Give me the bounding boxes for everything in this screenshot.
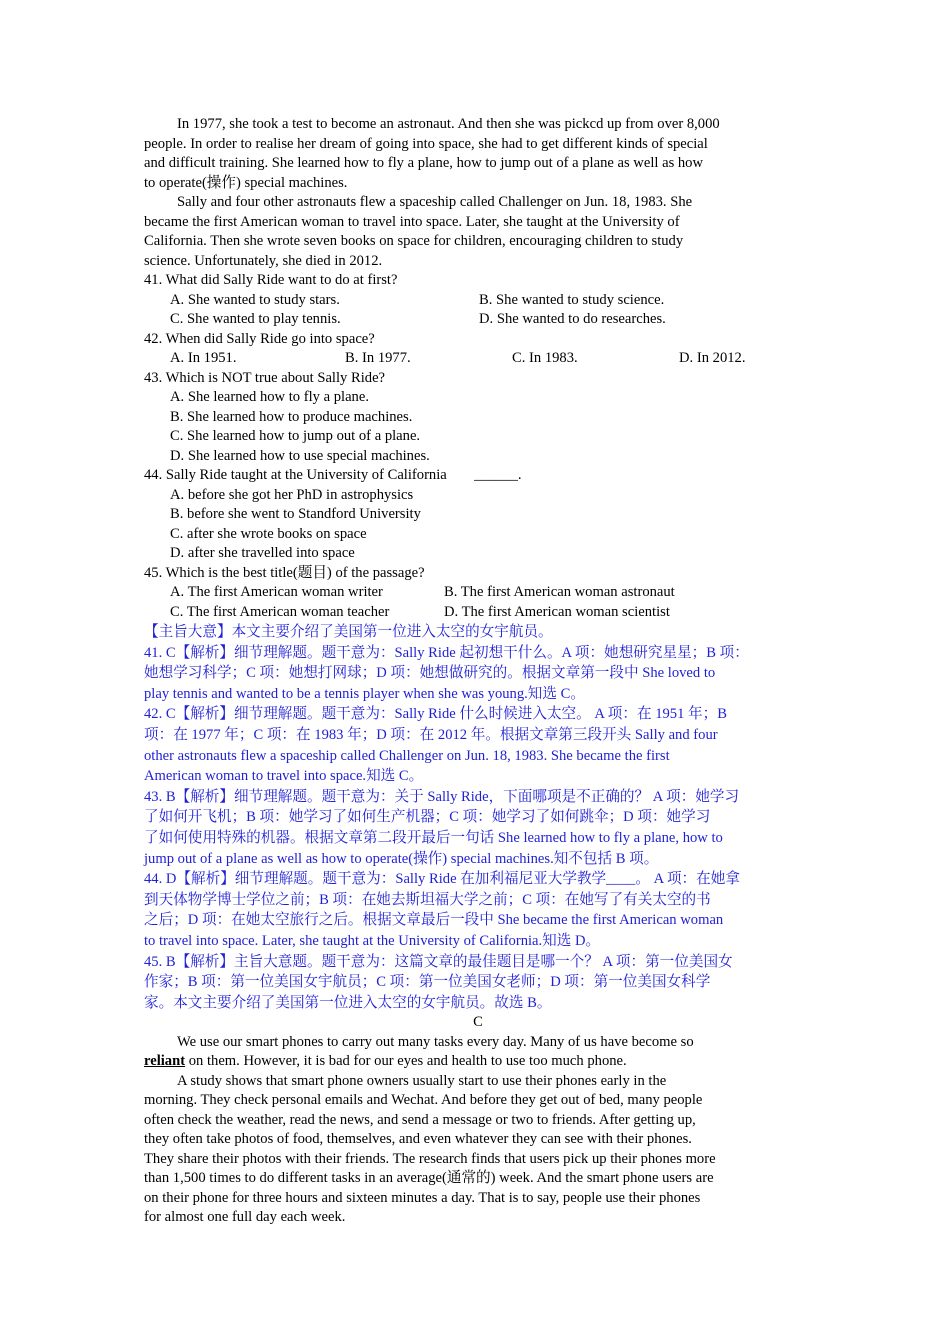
question-43-option-c: C. She learned how to jump out of a plane. bbox=[170, 428, 421, 444]
section-c-heading: C bbox=[473, 1014, 483, 1031]
question-45-option-a: A. The first American woman writer bbox=[170, 584, 383, 600]
analysis-line: 项：在 1977 年；C 项：在 1983 年；D 项：在 2012 年。根据文章第三段开头 Sally and four bbox=[144, 726, 718, 743]
passage-b-p1-line-3: and difficult training. She learned how to fly a plane, how to jump out of a plane as well as how bbox=[144, 155, 704, 171]
analysis-line: 了如何开飞机；B 项：她学习了如何生产机器；C 项：她学习了如何跳伞；D 项：她学习 bbox=[144, 809, 711, 826]
analysis-main-idea: 【主旨大意】本文主要介绍了美国第一位进入太空的女宇航员。 bbox=[144, 624, 553, 640]
question-44-stem: 44. Sally Ride taught at the University of California bbox=[144, 467, 447, 483]
analysis-line: 42. C【解析】细节理解题。题干意为：Sally Ride 什么时候进入太空。 A 项：在 1951 年；B bbox=[144, 706, 727, 723]
question-44-blank: ______. bbox=[474, 467, 522, 483]
passage-b-p1-line-4: to operate(操作) special machines. bbox=[144, 174, 348, 191]
analysis-line: play tennis and wanted to be a tennis player when she was young.知选 C。 bbox=[144, 685, 585, 702]
document-page bbox=[144, 115, 812, 1228]
question-45-options-row-1 bbox=[144, 583, 812, 603]
question-42-options-row bbox=[144, 349, 812, 369]
analysis-line: 作家；B 项：第一位美国女宇航员；C 项：第一位美国女老师；D 项：第一位美国女科学 bbox=[144, 974, 711, 991]
analysis-line: other astronauts flew a spaceship called Challenger on Jun. 18, 1983. She became the first bbox=[144, 747, 670, 764]
section-c-p2-line: on their phone for three hours and sixteen minutes a day. That is to say, people use their phones bbox=[144, 1189, 701, 1206]
question-41-option-a: A. She wanted to study stars. bbox=[170, 291, 340, 308]
analysis-line: 她想学习科学；C 项：她想打网球；D 项：她想做研究的。根据文章第一段中 She loved to bbox=[144, 665, 716, 682]
question-43-option-b: B. She learned how to produce machines. bbox=[170, 408, 413, 425]
section-c-p2-line: morning. They check personal emails and Wechat. And before they get out of bed, many people bbox=[144, 1092, 703, 1109]
section-c-p1-line-1: We use our smart phones to carry out many tasks every day. Many of us have become so bbox=[177, 1033, 694, 1050]
passage-b-p2-line-2: became the first American woman to travel into space. Later, she taught at the University of bbox=[144, 213, 680, 230]
question-45-option-d: D. The first American woman scientist bbox=[444, 603, 670, 620]
question-41-option-c: C. She wanted to play tennis. bbox=[170, 311, 341, 327]
question-42-option-c: C. In 1983. bbox=[512, 350, 578, 366]
question-43-option-a: A. She learned how to fly a plane. bbox=[170, 389, 369, 405]
question-42-option-a: A. In 1951. bbox=[170, 350, 237, 366]
analysis-line: American woman to travel into space.知选 C。 bbox=[144, 768, 424, 785]
vocab-word-reliant: reliant bbox=[144, 1053, 186, 1070]
question-43-option-d: D. She learned how to use special machines. bbox=[170, 447, 430, 464]
passage-b-p2-line-3: California. Then she wrote seven books on space for children, encouraging children to study bbox=[144, 233, 684, 249]
question-41-options-row-2 bbox=[144, 310, 812, 330]
question-45-stem: 45. Which is the best title(题目) of the passage? bbox=[144, 564, 425, 581]
analysis-line: 到天体物学博士学位之前；B 项：在她去斯坦福大学之前；C 项：在她写了有关太空的书 bbox=[144, 891, 711, 908]
question-44-stem-line bbox=[144, 466, 812, 486]
question-45-option-b: B. The first American woman astronaut bbox=[444, 584, 675, 600]
analysis-line: jump out of a plane as well as how to operate(操作) special machines.知不包括 B 项。 bbox=[144, 850, 659, 867]
analysis-line: 家。本文主要介绍了美国第一位进入太空的女宇航员。故选 B。 bbox=[144, 994, 552, 1011]
question-42-option-d: D. In 2012. bbox=[679, 350, 746, 366]
question-44-option-a: A. before she got her PhD in astrophysics bbox=[170, 486, 414, 503]
analysis-line: 了如何使用特殊的机器。根据文章第二段开最后一句话 She learned how to fly a plane, how to bbox=[144, 829, 723, 846]
section-c-p2-line: for almost one full day each week. bbox=[144, 1209, 346, 1226]
question-41-option-b: B. She wanted to study science. bbox=[479, 291, 665, 308]
section-c-p2-line: They share their photos with their friends. The research finds that users pick up their phones more bbox=[144, 1150, 716, 1167]
section-c-p2-line-1: A study shows that smart phone owners usually start to use their phones early in the bbox=[177, 1072, 667, 1089]
passage-b-p1-line-1: In 1977, she took a test to become an astronaut. And then she was pickcd up from over 8,000 bbox=[177, 116, 720, 132]
passage-b-p2-line-1: Sally and four other astronauts flew a spaceship called Challenger on Jun. 18, 1983. She bbox=[177, 194, 693, 210]
analysis-line: to travel into space. Later, she taught at the University of California.知选 D。 bbox=[144, 932, 601, 949]
section-c-p1-line-2 bbox=[144, 1052, 812, 1072]
question-41-option-d: D. She wanted to do researches. bbox=[479, 311, 666, 327]
passage-b-p1-line-2: people. In order to realise her dream of going into space, she had to get different kinds of special bbox=[144, 135, 708, 152]
analysis-line: 之后；D 项：在她太空旅行之后。根据文章最后一段中 She became the first American woman bbox=[144, 912, 724, 929]
analysis-line: 43. B【解析】细节理解题。题干意为：关于 Sally Ride，下面哪项是不正确的？ A 项：她学习 bbox=[144, 788, 740, 805]
section-c-p2-line: than 1,500 times to do different tasks in an average(通常的) week. And the smart phone users are bbox=[144, 1170, 714, 1187]
question-43-stem: 43. Which is NOT true about Sally Ride? bbox=[144, 369, 386, 386]
section-c-p1-line-2-rest: on them. However, it is bad for our eyes and health to use too much phone. bbox=[185, 1053, 627, 1070]
analysis-line: 41. C【解析】细节理解题。题干意为：Sally Ride 起初想干什么。A 项：她想研究星星；B 项： bbox=[144, 644, 749, 661]
analysis-line: 45. B【解析】主旨大意题。题干意为：这篇文章的最佳题目是哪一个？ A 项：第一位美国女 bbox=[144, 953, 733, 970]
question-44-option-b: B. before she went to Standford University bbox=[170, 506, 421, 522]
question-45-option-c: C. The first American woman teacher bbox=[170, 603, 390, 620]
question-42-option-b: B. In 1977. bbox=[345, 350, 411, 366]
question-42-stem: 42. When did Sally Ride go into space? bbox=[144, 330, 375, 347]
analysis-line: 44. D【解析】细节理解题。题干意为：Sally Ride 在加利福尼亚大学教学____。 A 项：在她拿 bbox=[144, 871, 740, 888]
question-41-stem: 41. What did Sally Ride want to do at first? bbox=[144, 272, 398, 288]
question-45-options-row-2 bbox=[144, 603, 812, 623]
question-44-option-c: C. after she wrote books on space bbox=[170, 525, 367, 542]
section-c-p2-line: they often take photos of food, themselves, and even whatever they can see with their phones. bbox=[144, 1131, 692, 1148]
passage-b-p2-line-4: science. Unfortunately, she died in 2012. bbox=[144, 252, 383, 269]
section-c-p2-line: often check the weather, read the news, and send a message or two to friends. After getting up, bbox=[144, 1111, 696, 1128]
question-41-options-row-1 bbox=[144, 291, 812, 311]
question-44-option-d: D. after she travelled into space bbox=[170, 545, 355, 561]
